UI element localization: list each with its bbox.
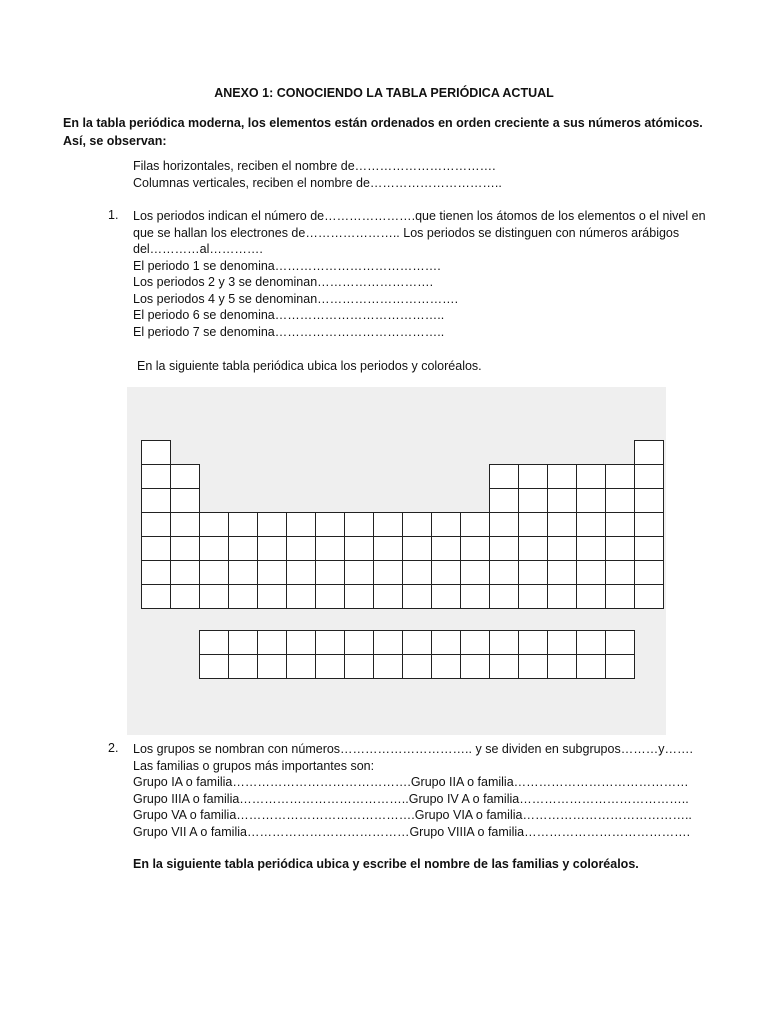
element-cell[interactable] bbox=[257, 512, 287, 537]
element-cell[interactable] bbox=[547, 512, 577, 537]
element-cell[interactable] bbox=[576, 560, 606, 585]
section1-line: del…………al…………. bbox=[133, 242, 263, 256]
element-cell[interactable] bbox=[199, 536, 229, 561]
element-cell[interactable] bbox=[634, 440, 664, 465]
f-block-cell[interactable] bbox=[460, 654, 490, 679]
f-block-cell[interactable] bbox=[257, 654, 287, 679]
element-cell[interactable] bbox=[634, 464, 664, 489]
element-cell[interactable] bbox=[460, 536, 490, 561]
element-cell[interactable] bbox=[402, 536, 432, 561]
intro-list bbox=[133, 158, 713, 191]
element-cell[interactable] bbox=[199, 560, 229, 585]
element-cell[interactable] bbox=[605, 560, 635, 585]
element-cell[interactable] bbox=[547, 464, 577, 489]
element-cell[interactable] bbox=[518, 464, 548, 489]
element-cell[interactable] bbox=[634, 584, 664, 609]
f-block-cell[interactable] bbox=[344, 630, 374, 655]
section-number: 2. bbox=[108, 741, 119, 755]
element-cell[interactable] bbox=[402, 584, 432, 609]
section2-groups bbox=[133, 741, 713, 840]
element-cell[interactable] bbox=[605, 536, 635, 561]
section2-line: Grupo VII A o familia…………………………………Grupo VIIIA o familia…………………………………. bbox=[133, 824, 691, 839]
f-block-cell[interactable] bbox=[605, 654, 635, 679]
element-cell[interactable] bbox=[547, 560, 577, 585]
f-block-cell[interactable] bbox=[373, 630, 403, 655]
f-block-cell[interactable] bbox=[199, 630, 229, 655]
intro-list-item: Filas horizontales, reciben el nombre de……………………………. bbox=[133, 159, 496, 173]
element-cell[interactable] bbox=[170, 560, 200, 585]
element-cell[interactable] bbox=[141, 464, 171, 489]
section1-line: El periodo 1 se denomina…………………………………. bbox=[133, 258, 441, 273]
f-block-cell[interactable] bbox=[547, 654, 577, 679]
element-cell[interactable] bbox=[576, 464, 606, 489]
element-cell[interactable] bbox=[228, 512, 258, 537]
element-cell[interactable] bbox=[141, 536, 171, 561]
element-cell[interactable] bbox=[634, 560, 664, 585]
element-cell[interactable] bbox=[170, 464, 200, 489]
element-cell[interactable] bbox=[518, 584, 548, 609]
section1-line: Los periodos 2 y 3 se denominan………………………. bbox=[133, 275, 434, 289]
element-cell[interactable] bbox=[315, 536, 345, 561]
section1-instruction: En la siguiente tabla periódica ubica los periodos y coloréalos. bbox=[137, 359, 482, 373]
element-cell[interactable] bbox=[170, 536, 200, 561]
f-block-cell[interactable] bbox=[460, 630, 490, 655]
periodic-table-blank bbox=[127, 387, 666, 735]
element-cell[interactable] bbox=[431, 560, 461, 585]
element-cell[interactable] bbox=[199, 512, 229, 537]
section1-line: Los periodos 4 y 5 se denominan……………………………. bbox=[133, 291, 459, 306]
element-cell[interactable] bbox=[605, 512, 635, 537]
f-block-cell[interactable] bbox=[402, 630, 432, 655]
element-cell[interactable] bbox=[547, 536, 577, 561]
element-cell[interactable] bbox=[257, 536, 287, 561]
element-cell[interactable] bbox=[257, 560, 287, 585]
element-cell[interactable] bbox=[170, 512, 200, 537]
element-cell[interactable] bbox=[315, 584, 345, 609]
element-cell[interactable] bbox=[431, 512, 461, 537]
element-cell[interactable] bbox=[489, 536, 519, 561]
element-cell[interactable] bbox=[605, 584, 635, 609]
element-cell[interactable] bbox=[634, 536, 664, 561]
element-cell[interactable] bbox=[373, 512, 403, 537]
element-cell[interactable] bbox=[228, 560, 258, 585]
f-block-cell[interactable] bbox=[315, 630, 345, 655]
periodic-table-main-grid bbox=[141, 440, 663, 608]
f-block-cell[interactable] bbox=[605, 630, 635, 655]
element-cell[interactable] bbox=[373, 536, 403, 561]
f-block-cell[interactable] bbox=[431, 654, 461, 679]
element-cell[interactable] bbox=[344, 560, 374, 585]
f-block-cell[interactable] bbox=[547, 630, 577, 655]
element-cell[interactable] bbox=[286, 512, 316, 537]
f-block-cell[interactable] bbox=[344, 654, 374, 679]
section1-line: que se hallan los electrones de………………….. Los periodos se distinguen con números arábigos bbox=[133, 225, 680, 240]
element-cell[interactable] bbox=[634, 488, 664, 513]
f-block-cell[interactable] bbox=[576, 630, 606, 655]
f-block-cell[interactable] bbox=[286, 630, 316, 655]
f-block-cell[interactable] bbox=[518, 654, 548, 679]
element-cell[interactable] bbox=[228, 536, 258, 561]
intro-paragraph: En la tabla periódica moderna, los elementos están ordenados en orden creciente a sus números atómicos. Así, se observan: bbox=[63, 116, 703, 148]
f-block-cell[interactable] bbox=[373, 654, 403, 679]
element-cell[interactable] bbox=[402, 560, 432, 585]
element-cell[interactable] bbox=[518, 560, 548, 585]
element-cell[interactable] bbox=[547, 488, 577, 513]
section2-instruction: En la siguiente tabla periódica ubica y escribe el nombre de las familias y coloréalos. bbox=[133, 857, 639, 871]
section-number: 1. bbox=[108, 208, 119, 222]
section2-line: Grupo VA o familia…………………………………….Grupo VIA o familia………………………………….. bbox=[133, 808, 692, 822]
section1-line: El periodo 7 se denomina………………………………….. bbox=[133, 324, 445, 339]
element-cell[interactable] bbox=[605, 488, 635, 513]
element-cell[interactable] bbox=[460, 560, 490, 585]
element-cell[interactable] bbox=[373, 584, 403, 609]
element-cell[interactable] bbox=[141, 584, 171, 609]
section1-line: Los periodos indican el número de………………….que tienen los átomos de los elementos o el nivel en bbox=[133, 209, 706, 223]
intro-list-item: Columnas verticales, reciben el nombre de………………………….. bbox=[133, 175, 502, 190]
element-cell[interactable] bbox=[576, 488, 606, 513]
section1-line: El periodo 6 se denomina………………………………….. bbox=[133, 308, 445, 322]
element-cell[interactable] bbox=[373, 560, 403, 585]
section1-periods bbox=[133, 208, 713, 340]
element-cell[interactable] bbox=[141, 560, 171, 585]
element-cell[interactable] bbox=[344, 584, 374, 609]
element-cell[interactable] bbox=[518, 488, 548, 513]
element-cell[interactable] bbox=[344, 536, 374, 561]
f-block-cell[interactable] bbox=[489, 654, 519, 679]
f-block-cell[interactable] bbox=[257, 630, 287, 655]
f-block-cell[interactable] bbox=[315, 654, 345, 679]
f-block-cell[interactable] bbox=[228, 630, 258, 655]
element-cell[interactable] bbox=[431, 584, 461, 609]
element-cell[interactable] bbox=[257, 584, 287, 609]
f-block-cell[interactable] bbox=[228, 654, 258, 679]
element-cell[interactable] bbox=[170, 584, 200, 609]
element-cell[interactable] bbox=[228, 584, 258, 609]
element-cell[interactable] bbox=[141, 512, 171, 537]
f-block-cell[interactable] bbox=[489, 630, 519, 655]
element-cell[interactable] bbox=[141, 440, 171, 465]
element-cell[interactable] bbox=[489, 560, 519, 585]
f-block-cell[interactable] bbox=[576, 654, 606, 679]
element-cell[interactable] bbox=[344, 512, 374, 537]
f-block-cell[interactable] bbox=[402, 654, 432, 679]
element-cell[interactable] bbox=[547, 584, 577, 609]
element-cell[interactable] bbox=[460, 512, 490, 537]
element-cell[interactable] bbox=[518, 512, 548, 537]
f-block-cell[interactable] bbox=[286, 654, 316, 679]
section2-line: Grupo IA o familia…………………………………….Grupo IIA o familia…………………………………… bbox=[133, 775, 689, 789]
element-cell[interactable] bbox=[489, 488, 519, 513]
element-cell[interactable] bbox=[402, 512, 432, 537]
section2-line: Las familias o grupos más importantes son: bbox=[133, 758, 375, 773]
element-cell[interactable] bbox=[576, 536, 606, 561]
element-cell[interactable] bbox=[315, 512, 345, 537]
page-title: ANEXO 1: CONOCIENDO LA TABLA PERIÓDICA ACTUAL bbox=[214, 86, 554, 100]
f-block-cell[interactable] bbox=[199, 654, 229, 679]
element-cell[interactable] bbox=[634, 512, 664, 537]
element-cell[interactable] bbox=[489, 464, 519, 489]
element-cell[interactable] bbox=[286, 536, 316, 561]
element-cell[interactable] bbox=[576, 584, 606, 609]
element-cell[interactable] bbox=[576, 512, 606, 537]
element-cell[interactable] bbox=[199, 584, 229, 609]
f-block-cell[interactable] bbox=[518, 630, 548, 655]
section2-line: Los grupos se nombran con números………………………….. y se dividen en subgrupos………y……. bbox=[133, 742, 693, 756]
element-cell[interactable] bbox=[489, 512, 519, 537]
section2-line: Grupo IIIA o familia…………………………………..Grupo IV A o familia………………………………….. bbox=[133, 791, 689, 806]
element-cell[interactable] bbox=[460, 584, 490, 609]
periodic-table-f-block bbox=[199, 630, 634, 678]
element-cell[interactable] bbox=[489, 584, 519, 609]
element-cell[interactable] bbox=[431, 536, 461, 561]
element-cell[interactable] bbox=[141, 488, 171, 513]
element-cell[interactable] bbox=[315, 560, 345, 585]
element-cell[interactable] bbox=[518, 536, 548, 561]
element-cell[interactable] bbox=[286, 560, 316, 585]
element-cell[interactable] bbox=[170, 488, 200, 513]
f-block-cell[interactable] bbox=[431, 630, 461, 655]
element-cell[interactable] bbox=[605, 464, 635, 489]
element-cell[interactable] bbox=[286, 584, 316, 609]
